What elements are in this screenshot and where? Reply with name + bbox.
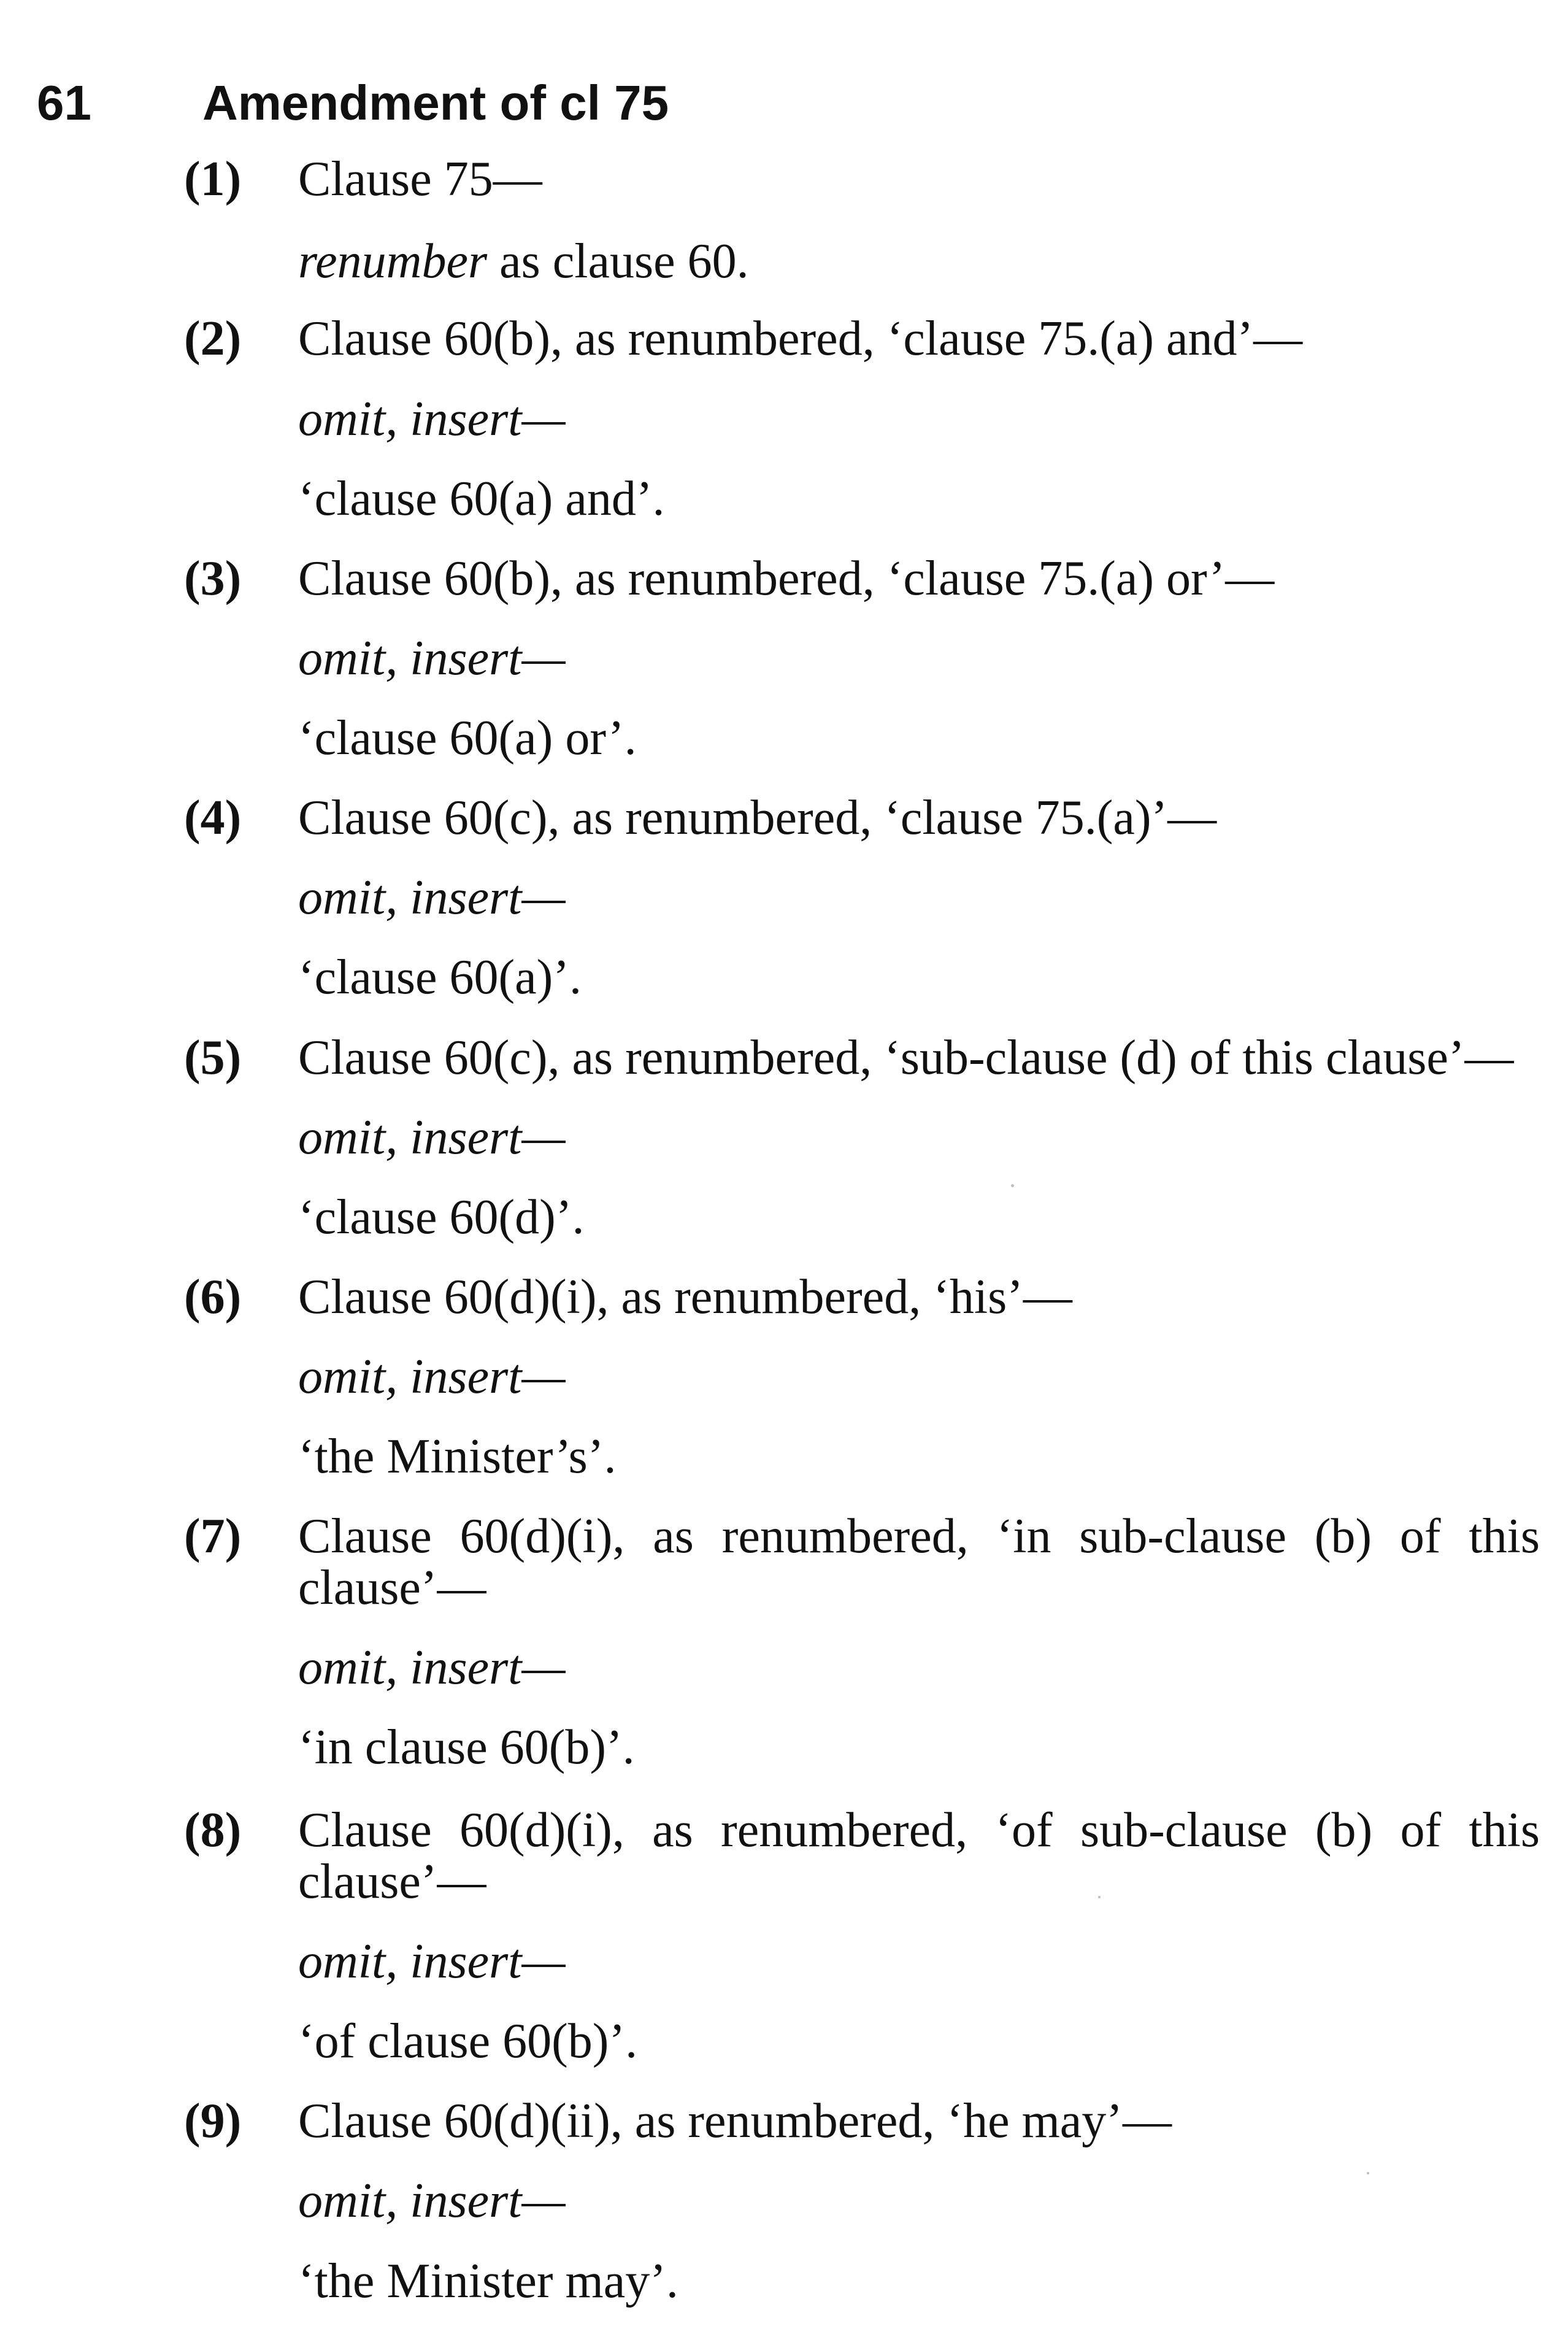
- amendment-instruction: omit, insert—: [298, 1935, 566, 1989]
- amendment-instruction: omit, insert—: [298, 392, 566, 446]
- scan-speck: [1011, 1184, 1014, 1187]
- instruction-keyword: renumber: [298, 234, 488, 288]
- subsection-number: (3): [184, 552, 242, 606]
- amendment-target-continued: clause’—: [298, 1561, 486, 1615]
- replacement-text: ‘clause 60(d)’.: [298, 1190, 585, 1244]
- amendment-target: Clause 60(d)(i), as renumbered, ‘in sub-clause (b) of this: [298, 1509, 1540, 1563]
- replacement-text: ‘clause 60(a) or’.: [298, 711, 637, 765]
- replacement-text: ‘of clause 60(b)’.: [298, 2014, 638, 2068]
- amendment-target: Clause 60(b), as renumbered, ‘clause 75.(a) and’—: [298, 312, 1303, 366]
- amendment-target: Clause 60(c), as renumbered, ‘sub-clause (d) of this clause’—: [298, 1031, 1514, 1085]
- section-heading: Amendment of cl 75: [202, 75, 669, 130]
- scan-speck: [1098, 1896, 1101, 1898]
- subsection-number: (9): [184, 2094, 242, 2148]
- amendment-target-continued: clause’—: [298, 1855, 486, 1909]
- replacement-text: ‘in clause 60(b)’.: [298, 1720, 635, 1774]
- subsection-number: (1): [184, 152, 242, 206]
- replacement-text: ‘clause 60(a)’.: [298, 950, 582, 1004]
- amendment-instruction: omit, insert—: [298, 871, 566, 925]
- scan-speck: [1367, 2172, 1369, 2174]
- amendment-target: Clause 60(b), as renumbered, ‘clause 75.(a) or’—: [298, 552, 1275, 606]
- subsection-number: (7): [184, 1509, 242, 1563]
- subsection-number: (2): [184, 312, 242, 366]
- amendment-instruction: omit, insert—: [298, 2174, 566, 2228]
- subsection-number: (4): [184, 791, 242, 845]
- amendment-instruction: omit, insert—: [298, 631, 566, 685]
- amendment-target: Clause 60(d)(i), as renumbered, ‘his’—: [298, 1270, 1072, 1324]
- instruction-text: as clause 60.: [487, 234, 749, 288]
- amendment-target: Clause 75—: [298, 152, 542, 206]
- amendment-target: Clause 60(c), as renumbered, ‘clause 75.(a)’—: [298, 791, 1217, 845]
- amendment-instruction: omit, insert—: [298, 1641, 566, 1695]
- replacement-text: ‘the Minister’s’.: [298, 1430, 617, 1484]
- replacement-text: ‘the Minister may’.: [298, 2254, 678, 2308]
- amendment-instruction: omit, insert—: [298, 1350, 566, 1404]
- amendment-target: Clause 60(d)(ii), as renumbered, ‘he may’—: [298, 2094, 1172, 2148]
- amendment-instruction: omit, insert—: [298, 1111, 566, 1165]
- subsection-number: (5): [184, 1031, 242, 1085]
- subsection-number: (8): [184, 1803, 242, 1857]
- amendment-target: Clause 60(d)(i), as renumbered, ‘of sub-clause (b) of this: [298, 1803, 1540, 1857]
- replacement-text: ‘clause 60(a) and’.: [298, 472, 665, 526]
- amendment-instruction: [298, 232, 749, 291]
- subsection-number: (6): [184, 1270, 242, 1324]
- section-number: 61: [37, 75, 91, 130]
